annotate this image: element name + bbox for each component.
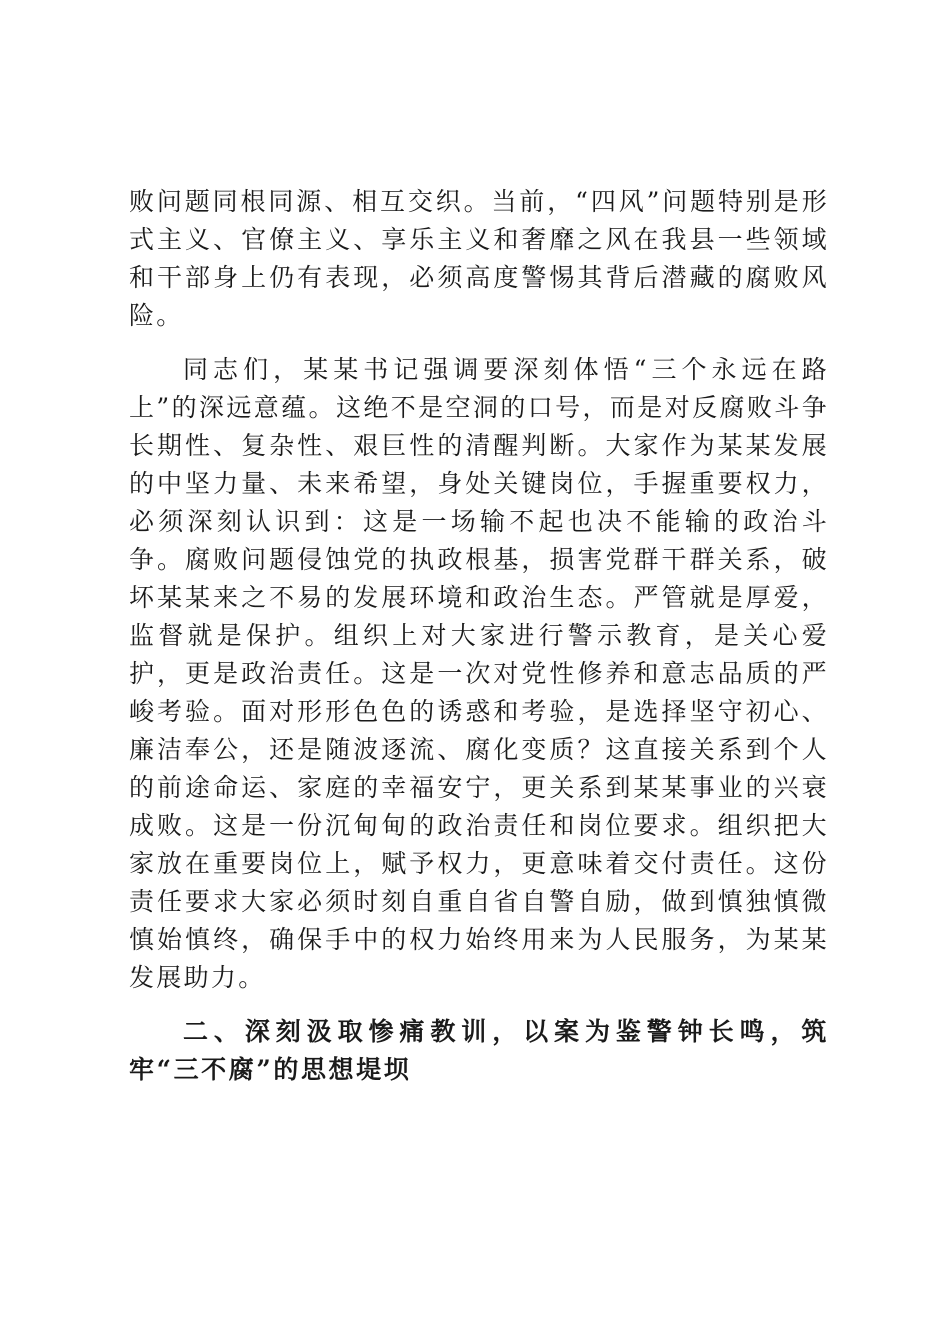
section-heading: 二、深刻汲取惨痛教训，以案为鉴警钟长鸣，筑牢“三不腐”的思想堤坝 (129, 1017, 829, 1084)
document-body (129, 183, 829, 1089)
paragraph-continuation: 败问题同根同源、相互交织。当前，“四风”问题特别是形式主义、官僚主义、享乐主义和奢靡之风在我县一些领域和干部身上仍有表现，必须高度警惕其背后潜藏的腐败风险。 (129, 187, 829, 330)
paragraph-main: 同志们，某某书记强调要深刻体悟“三个永远在路上”的深远意蕴。这绝不是空洞的口号，而是对反腐败斗争长期性、复杂性、艰巨性的清醒判断。大家作为某某发展的中坚力量、未来希望，身处关键岗位，手握重要权力，必须深刻认识到：这是一场输不起也决不能输的政治斗争。腐败问题侵蚀党的执政根基，损害党群干群关系，破坏某某来之不易的发展环境和政治生态。严管就是厚爱，监督就是保护。组织上对大家进行警示教育，是关心爱护，更是政治责任。这是一次对党性修养和意志品质的严峻考验。面对形形色色的诱惑和考验，是选择坚守初心、廉洁奉公，还是随波逐流、腐化变质？这直接关系到个人的前途命运、家庭的幸福安宁，更关系到某某事业的兴衰成败。这是一份沉甸甸的政治责任和岗位要求。组织把大家放在重要岗位上，赋予权力，更意味着交付责任。这份责任要求大家必须时刻自重自省自警自励，做到慎独慎微慎始慎终，确保手中的权力始终用来为人民服务，为某某发展助力。 (129, 355, 829, 992)
